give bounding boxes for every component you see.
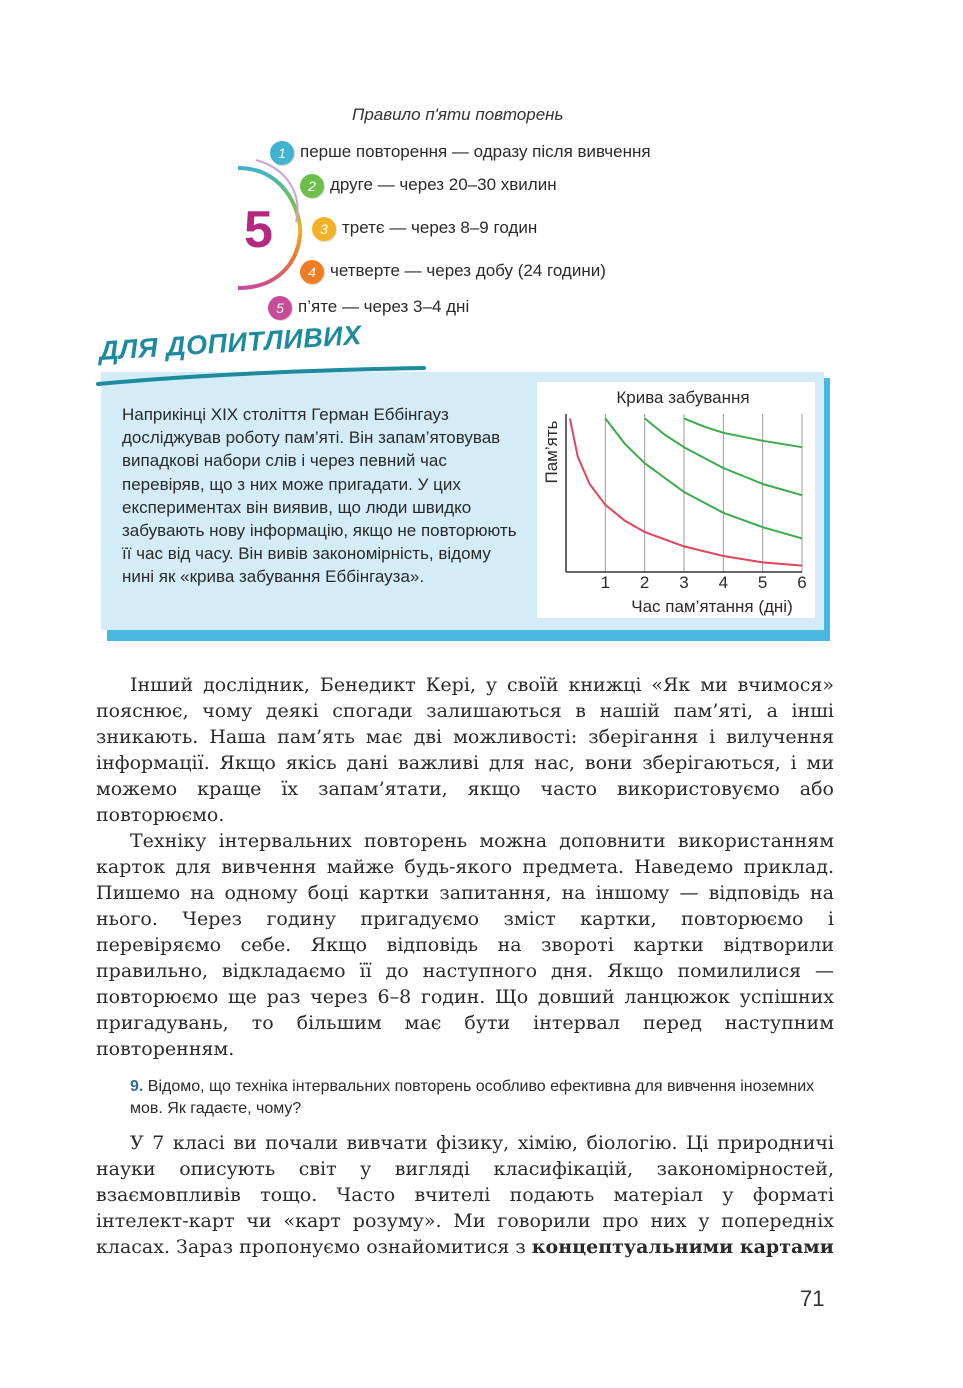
rule-step-5-badge <box>268 296 292 320</box>
chart-x-tick-label: 2 <box>639 573 650 592</box>
chart-x-tick-label: 4 <box>718 573 729 592</box>
chart-title: Крива забування <box>616 388 750 407</box>
rule-big-number: 5 <box>244 201 273 259</box>
chart-x-axis-label: Час пам’ятання (дні) <box>631 597 793 616</box>
chart-y-axis-label: Пам’ять <box>542 420 561 484</box>
rule-title: Правило п'яти повторень <box>352 105 564 124</box>
rule-step-number: 1 <box>278 145 286 161</box>
chart-series-line-4 <box>684 418 802 447</box>
question-9 <box>130 1076 834 1120</box>
page-number: 71 <box>800 1286 825 1311</box>
rule-step-1-badge <box>270 141 294 165</box>
forgetting-curve-chart <box>537 382 815 618</box>
rule-step-1-text: перше повторення — одразу після вивчення <box>300 142 651 161</box>
curious-heading: ДЛЯ ДОПИТЛИВИХ <box>98 320 363 367</box>
question-text: Відомо, що техніка інтервальних повторень особливо ефективна для вивчення іноземних мов. Як гадаєте, чому? <box>130 1078 815 1117</box>
rule-step-3-badge <box>312 217 336 241</box>
chart-x-tick-label: 1 <box>600 573 611 592</box>
paragraph-2: Техніку інтервальних повторень можна доповнити використанням карток для вивчення майже будь-якого предмета. Наведемо приклад. Пишемо на одному боці картки запитання, на іншому — відповідь на нього. Через годину пригадуємо зміст картки, повторюємо і перевіряємо себе. Якщо відповідь на звороті картки відтворили правильно, відкладаємо її до наступного дня. Якщо помилилися — повторюємо ще раз через 6–8 годин. Що довший ланцюжок успішних пригадувань, то більшим має бути інтервал перед наступним повторенням. <box>96 830 834 1060</box>
rule-step-2-text: друге — через 20–30 хвилин <box>330 175 557 194</box>
rule-step-number: 2 <box>308 178 316 194</box>
curious-text: Наприкінці XIX століття Герман Еббінгауз досліджував роботу пам’яті. Він запам’ятовував випадкові набори слів і через певний час перевіряв, що з них може пригадати. У цих експериментах він виявив, що люди швидко забувають нову інформацію, якщо не повторюють її час від часу. Він вивів закономірність, відому нині як «крива забування Еббінгауза». <box>122 405 517 587</box>
chart-series-line-2 <box>605 418 802 538</box>
chart-x-tick-label: 6 <box>797 573 807 592</box>
paragraph-1: Інший дослідник, Бенедикт Кері, у своїй книжці «Як ми вчимося» пояснює, чому деякі спогади залишаються в нашій пам’яті, а інші зникають. Наша пам’ять має дві можливості: зберігання і вилучення інформації. Якщо якісь дані важливі для нас, вони зберігаються, і ми можемо краще їх запам’ятати, якщо часто використовуємо або повторюємо. <box>96 674 834 826</box>
chart-x-tick-label: 3 <box>679 573 689 592</box>
paragraph-3: У 7 класі ви почали вивчати фізику, хімію, біологію. Ці природничі науки описують світ у вигляді класифікацій, закономірностей, взаємовпливів тощо. Часто вчителі подають матеріал у форматі інтелект-карт чи «карт розуму». Ми говорили про них у попередніх класах. Зараз пропонуємо ознайомитися з концептуальними картами <box>96 1132 834 1258</box>
rule-step-number: 3 <box>320 221 328 237</box>
curious-heading-underline <box>96 362 426 392</box>
rule-step-3-text: третє — через 8–9 годин <box>342 218 538 237</box>
rule-step-2-badge <box>300 174 324 198</box>
chart-x-tick-label: 5 <box>757 573 768 592</box>
rule-step-number: 4 <box>308 264 316 280</box>
bold-term: концептуальними картами <box>531 1236 834 1258</box>
rule-step-4-badge <box>300 260 324 284</box>
rule-step-4-text: четверте — через добу (24 години) <box>330 261 606 280</box>
rule-step-5-text: п’яте — через 3–4 дні <box>298 297 470 316</box>
question-number: 9. <box>130 1078 144 1095</box>
forgetting-curve-chart-panel <box>537 382 815 618</box>
rule-step-number: 5 <box>276 300 284 316</box>
